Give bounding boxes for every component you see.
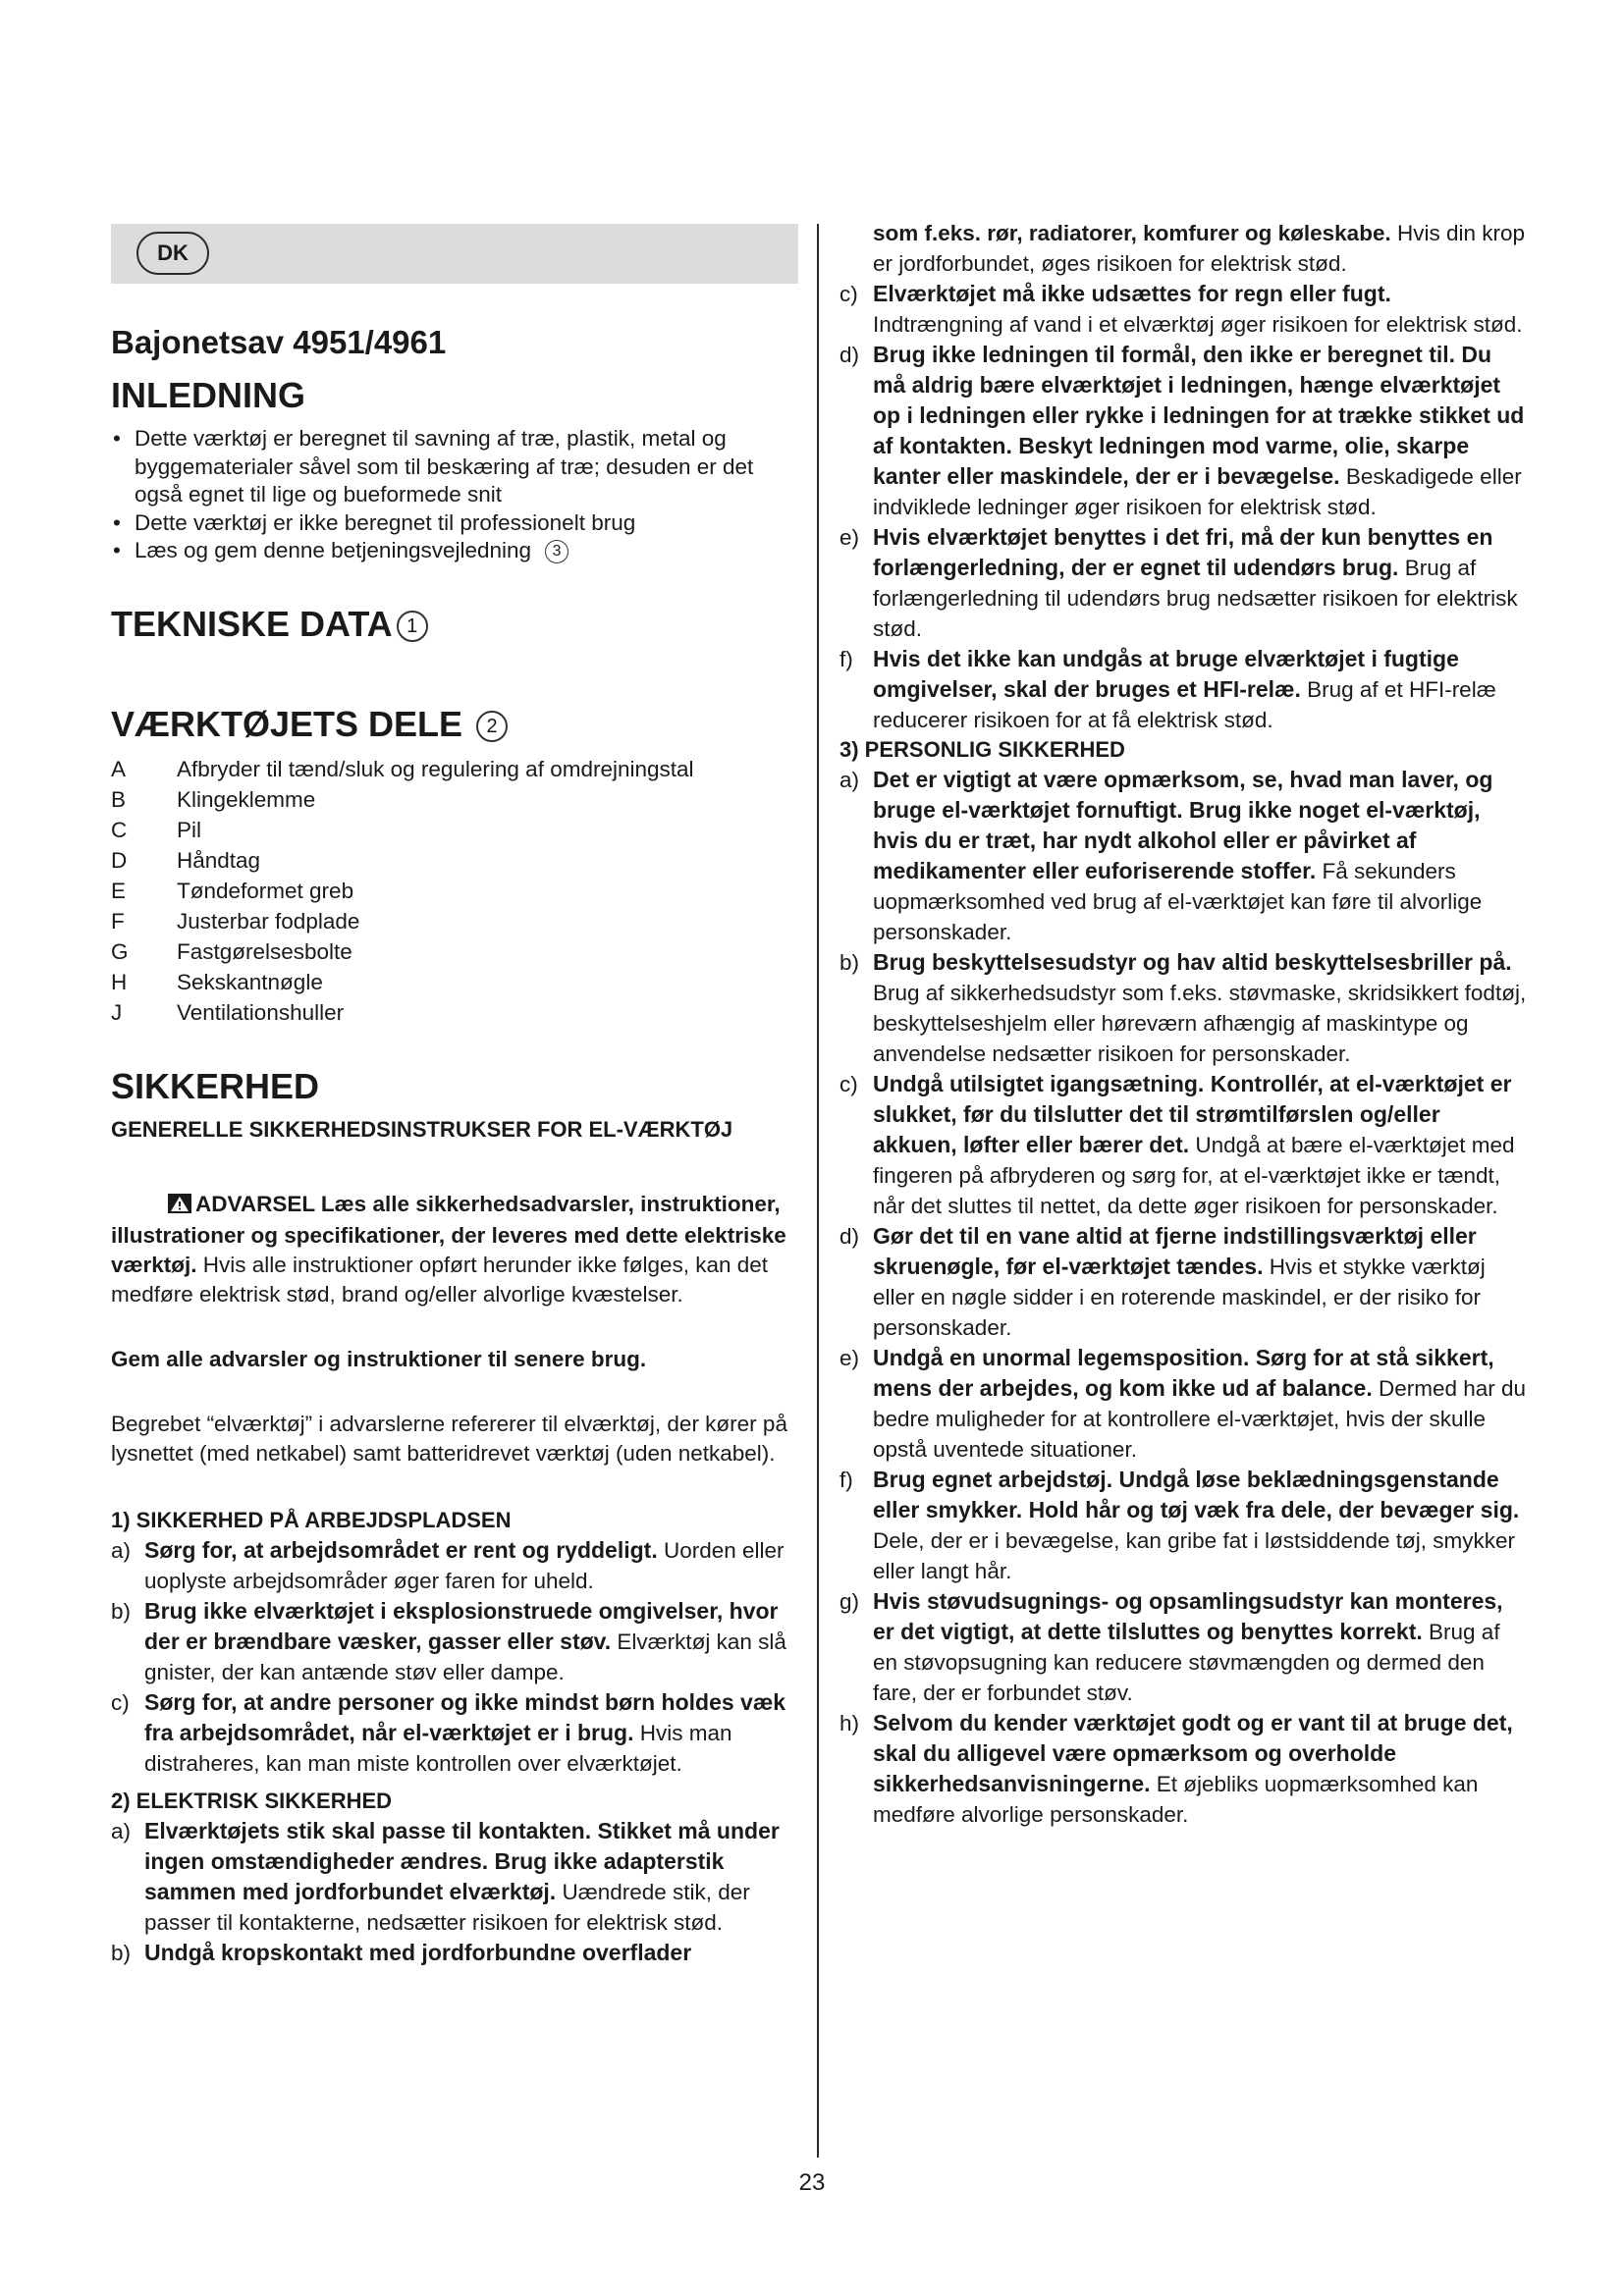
section3-heading: 3) PERSONLIG SIKKERHED	[839, 737, 1125, 762]
item-letter: b)	[839, 950, 860, 975]
safety-subheading: GENERELLE SIKKERHEDSINSTRUKSER FOR EL-VÆRKTØJ	[111, 1116, 733, 1142]
list-item	[111, 537, 798, 565]
right-column	[839, 218, 1527, 1830]
section1-heading: 1) SIKKERHED PÅ ARBEJDSPLADSEN	[111, 1507, 512, 1532]
item-text: Hvis et stykke værktøj eller en nøgle sidder i en roterende maskindel, er der risiko for personskader.	[873, 1255, 1486, 1340]
part-label: Tøndeformet greb	[177, 878, 354, 903]
part-label: Ventilationshuller	[177, 999, 345, 1025]
item-text: Uændrede stik, der passer til kontakterne, nedsætter risikoen for elektrisk stød.	[144, 1879, 750, 1935]
list-item	[111, 1596, 798, 1687]
column-divider	[817, 224, 819, 2158]
item-letter: a)	[839, 768, 860, 792]
list-item	[839, 1465, 1527, 1586]
part-row	[111, 906, 798, 936]
part-key: F	[111, 908, 125, 934]
item-bold: Hvis elværktøjet benyttes i det fri, må der kun benyttes en forlængerledning, der er egnet til udendørs brug.	[873, 524, 1493, 580]
list-item	[839, 765, 1527, 947]
item-bold: Det er vigtigt at være opmærksom, se, hvad man laver, og bruge el-værktøjet fornuftigt. Brug ikke noget el-værktøj, hvis du er træt, har nydt alkohol eller er påvirket af medikamenter eller euforiserende stoffer.	[873, 767, 1493, 883]
tech-data-heading	[111, 603, 798, 646]
warning-triangle-icon	[168, 1192, 191, 1221]
warning-paragraph	[111, 1190, 798, 1309]
left-column	[111, 224, 798, 1968]
list-item	[839, 1343, 1527, 1465]
part-row	[111, 845, 798, 876]
continued-item	[839, 218, 1527, 279]
item-text: Få sekunders uopmærksomhed ved brug af el-værktøjet kan føre til alvorlige personskader.	[873, 859, 1483, 944]
item-bold: Hvis støvudsugnings- og opsamlingsudstyr kan monteres, er det vigtigt, at dette tilsluttes og benyttes korrekt.	[873, 1588, 1503, 1644]
item-text: Undgå at bære el-værktøjet med fingeren på afbryderen og sørg for, at el-værktøjet ikke er tændt, når det sluttes til nettet, da dette øger risikoen for personskader.	[873, 1133, 1515, 1218]
part-key: C	[111, 817, 128, 842]
warning-text: Hvis alle instruktioner opført herunder ikke følges, kan det medføre elektrisk stød, brand og/eller alvorlige kvæstelser.	[111, 1252, 769, 1307]
item-letter: b)	[111, 1598, 132, 1624]
list-item	[839, 1069, 1527, 1221]
item-bold: Brug egnet arbejdstøj. Undgå løse beklædningsgenstande eller smykker. Hold hår og tøj væk fra dele, der bevæger sig.	[873, 1467, 1520, 1522]
part-label: Fastgørelsesbolte	[177, 938, 352, 964]
part-row	[111, 815, 798, 845]
item-letter: c)	[839, 282, 858, 306]
item-letter: e)	[839, 1346, 860, 1370]
part-label: Sekskantnøgle	[177, 969, 323, 994]
intro-list	[111, 425, 798, 565]
item-letter: f)	[839, 647, 853, 671]
item-letter: a)	[111, 1818, 132, 1843]
item-text: Brug af forlængerledning til udendørs brug nedsætter risikoen for elektrisk stød.	[873, 556, 1518, 641]
list-item	[839, 644, 1527, 735]
item-bold: Brug ikke elværktøjet i eksplosionstruede omgivelser, hvor der er brændbare væsker, gasser eller støv.	[144, 1597, 779, 1654]
item-letter: c)	[839, 1072, 858, 1096]
item-text: Hvis din krop er jordforbundet, øges risikoen for elektrisk stød.	[873, 221, 1526, 276]
item-text: Indtrængning af vand i et elværktøj øger risikoen for elektrisk stød.	[873, 312, 1523, 337]
part-row	[111, 876, 798, 906]
part-key: D	[111, 847, 128, 873]
list-item	[839, 522, 1527, 644]
figure-ref-3: 3	[545, 540, 568, 563]
part-row	[111, 936, 798, 967]
item-text: Dele, der er i bevægelse, kan gribe fat i løstsiddende tøj, smykker eller langt hår.	[873, 1528, 1516, 1583]
item-text: Uorden eller uoplyste arbejdsområder øger faren for uheld.	[144, 1537, 785, 1593]
item-text: Elværktøj kan slå gnister, der kan antænde støv eller dampe.	[144, 1629, 786, 1684]
item-letter: a)	[111, 1537, 132, 1563]
item-text: Brug af et HFI-relæ reducerer risikoen for at få elektrisk stød.	[873, 677, 1496, 732]
list-item: • Dette værktøj er ikke beregnet til professionelt brug	[111, 509, 798, 538]
item-bold: Elværktøjets stik skal passe til kontakten. Stikket må under ingen omstændigheder ændres. Brug ikke adapterstik sammen med jordforbundet elværktøj.	[144, 1817, 780, 1904]
safety-heading: SIKKERHED	[111, 1065, 320, 1106]
part-label: Håndtag	[177, 847, 261, 873]
tech-data-heading-text: TEKNISKE DATA	[111, 603, 393, 644]
item-letter: d)	[839, 1224, 860, 1249]
item-text: Brug af en støvopsugning kan reducere støvmængden og dermed den fare, der er forbundet støv.	[873, 1620, 1500, 1705]
parts-heading-text: VÆRKTØJETS DELE	[111, 703, 463, 744]
figure-ref-2: 2	[476, 711, 508, 742]
list-item	[111, 1535, 798, 1596]
part-label: Justerbar fodplade	[177, 908, 360, 934]
item-text: Hvis man distraheres, kan man miste kontrollen over elværktøjet.	[144, 1720, 732, 1776]
figure-ref-1: 1	[397, 611, 428, 642]
item-bold: Brug ikke ledningen til formål, den ikke er beregnet til. Du må aldrig bære elværktøjet i ledningen, hænge elværktøjet op i ledningen eller rykke i ledningen for at trække stikket ud af kontakten. Beskyt ledningen mod varme, olie, skarpe kanter eller maskindele, der er i bevægelse.	[873, 342, 1525, 489]
list-item	[839, 1221, 1527, 1343]
item-bold: Undgå kropskontakt med jordforbundne overflader	[144, 1939, 692, 1965]
item-text: Beskadigede eller indviklede ledninger øger risikoen for elektrisk stød.	[873, 464, 1522, 519]
language-bar	[111, 224, 798, 284]
item-letter: g)	[839, 1589, 860, 1614]
part-label: Pil	[177, 817, 202, 842]
term-note: Begrebet “elværktøj” i advarslerne refererer til elværktøj, der kører på lysnettet (med netkabel) samt batteridrevet værktøj (uden netkabel).	[111, 1411, 787, 1466]
part-row	[111, 967, 798, 997]
item-bold: Undgå utilsigtet igangsætning. Kontrollér, at el-værktøjet er slukket, før du tilslutter det til strømtilførslen og/eller akkuen, løfter eller bærer det.	[873, 1071, 1512, 1157]
item-bold: Gør det til en vane altid at fjerne indstillingsværktøj eller skruenøgle, før el-værktøjet tændes.	[873, 1223, 1477, 1279]
list-item	[839, 947, 1527, 1069]
list-item: • Dette værktøj er beregnet til savning af træ, plastik, metal og byggematerialer såvel som til beskæring af træ; desuden er det også egnet til lige og bueformede snit	[111, 425, 798, 509]
item-bold: Sørg for, at andre personer og ikke mindst børn holdes væk fra arbejdsområdet, når el-værktøjet er i brug.	[144, 1688, 786, 1745]
intro-heading: INLEDNING	[111, 375, 305, 415]
item-text: Et øjebliks uopmærksomhed kan medføre alvorlige personskader.	[873, 1772, 1479, 1827]
part-key: A	[111, 756, 127, 781]
section2-heading: 2) ELEKTRISK SIKKERHED	[111, 1788, 393, 1813]
list-item	[111, 1687, 798, 1779]
warning-bold-text: ADVARSEL Læs alle sikkerhedsadvarsler, instruktioner, illustrationer og specifikationer, der leveres med dette elektriske værktøj.	[111, 1191, 786, 1277]
item-bold: Sørg for, at arbejdsområdet er rent og ryddeligt.	[144, 1536, 658, 1563]
part-row	[111, 997, 798, 1028]
part-key: J	[111, 999, 123, 1025]
item-bold: Elværktøjet må ikke udsættes for regn eller fugt.	[873, 281, 1391, 306]
list-item	[839, 279, 1527, 340]
product-title: Bajonetsav 4951/4961	[111, 324, 447, 360]
list-item-text: Læs og gem denne betjeningsvejledning	[135, 538, 532, 562]
parts-heading	[111, 703, 798, 746]
item-letter: e)	[839, 525, 860, 550]
item-letter: h)	[839, 1711, 860, 1735]
parts-list	[111, 754, 798, 1028]
list-item	[839, 1586, 1527, 1708]
item-letter: b)	[111, 1940, 132, 1965]
list-item	[111, 1816, 798, 1938]
part-key: E	[111, 878, 127, 903]
item-letter: f)	[839, 1468, 853, 1492]
item-letter: c)	[111, 1689, 130, 1715]
save-note: Gem alle advarsler og instruktioner til senere brug.	[111, 1346, 647, 1371]
list-item	[111, 1938, 798, 1968]
item-bold: som f.eks. rør, radiatorer, komfurer og køleskabe.	[873, 221, 1391, 245]
list-item	[839, 340, 1527, 522]
item-bold: Undgå en unormal legemsposition. Sørg for at stå sikkert, mens der arbejdes, og kom ikke ud af balance.	[873, 1345, 1494, 1401]
part-label: Afbryder til tænd/sluk og regulering af omdrejningstal	[177, 756, 694, 781]
item-bold: Hvis det ikke kan undgås at bruge elværktøjet i fugtige omgivelser, skal der bruges et HFI-relæ.	[873, 646, 1459, 702]
part-row	[111, 754, 798, 784]
item-text: Brug af sikkerhedsudstyr som f.eks. støvmaske, skridsikkert fodtøj, beskyttelseshjelm eller høreværn afhængig af maskintype og anvendelse nedsætter risikoen for personskader.	[873, 981, 1527, 1066]
part-key: G	[111, 938, 129, 964]
item-letter: d)	[839, 343, 860, 367]
part-row	[111, 784, 798, 815]
page-number: 23	[798, 2169, 826, 2196]
language-badge: DK	[136, 232, 209, 275]
part-key: B	[111, 786, 127, 812]
part-key: H	[111, 969, 128, 994]
list-item	[839, 1708, 1527, 1830]
item-bold: Brug beskyttelsesudstyr og hav altid beskyttelsesbriller på.	[873, 949, 1512, 975]
part-label: Klingeklemme	[177, 786, 316, 812]
item-text: Dermed har du bedre muligheder for at kontrollere el-værktøjet, hvis der skulle opstå uventede situationer.	[873, 1376, 1527, 1462]
item-bold: Selvom du kender værktøjet godt og er vant til at bruge det, skal du alligevel være opmærksom og overholde sikkerhedsanvisningerne.	[873, 1710, 1513, 1796]
